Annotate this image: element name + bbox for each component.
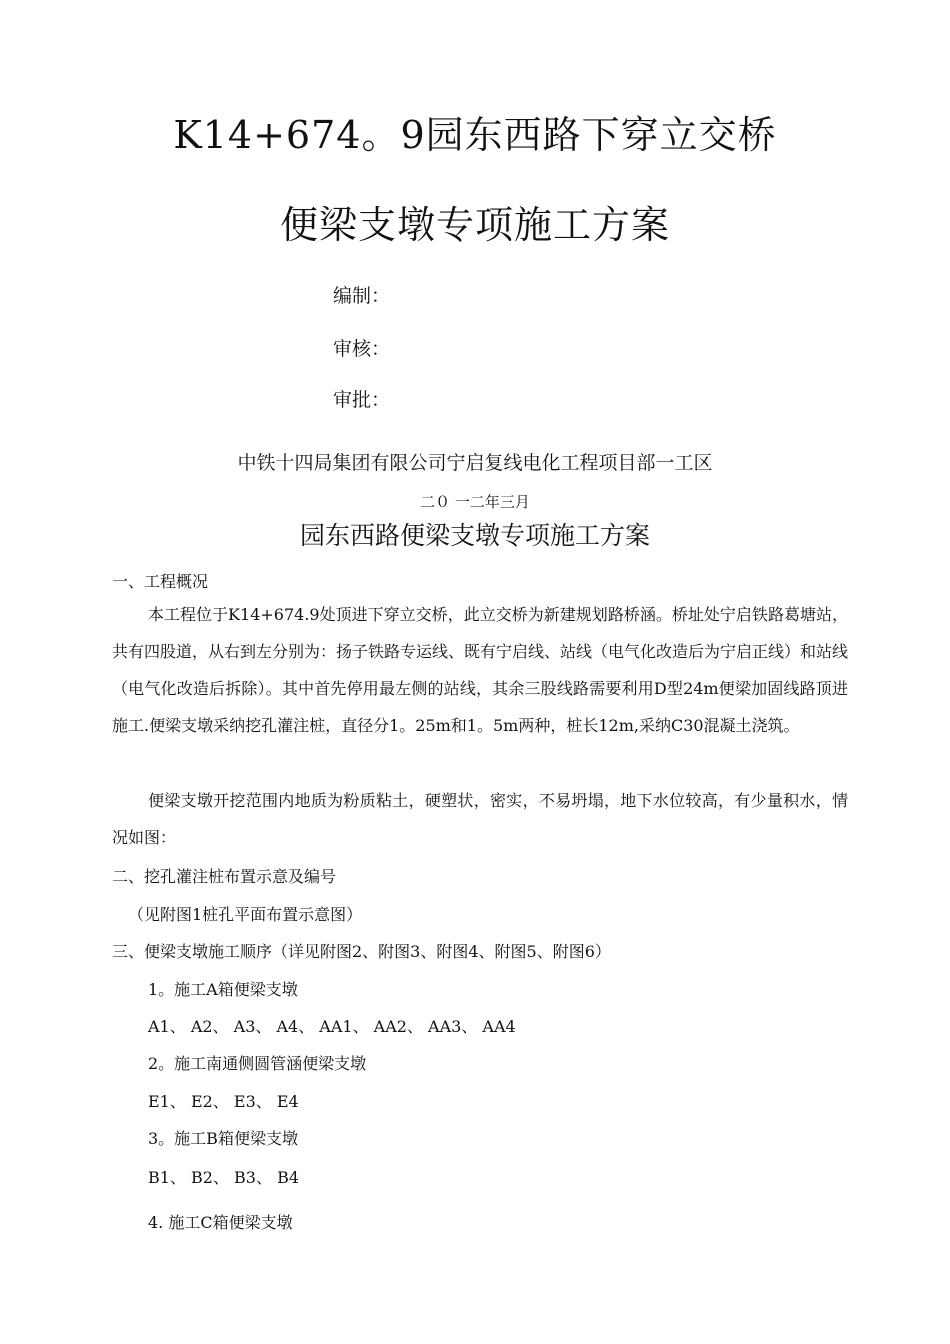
document-date: 二０ 一二年三月 bbox=[420, 493, 530, 511]
step3-title: 3。施工B箱便梁支墩 bbox=[148, 1129, 298, 1148]
organization-name: 中铁十四局集团有限公司宁启复线电化工程项目部一工区 bbox=[237, 452, 713, 474]
cover-title-line2: 便梁支墩专项施工方案 bbox=[279, 203, 670, 247]
step2-title: 2。施工南通侧圆管涵便梁支墩 bbox=[148, 1054, 367, 1073]
step1-list: A1、 A2、 A3、 A4、 AA1、 AA2、 AA3、 AA4 bbox=[148, 1017, 516, 1036]
section2-heading: 二、挖孔灌注桩布置示意及编号 bbox=[112, 867, 337, 886]
section2-note: （见附图1桩孔平面布置示意图） bbox=[128, 905, 363, 924]
compiled-by-label: 编制： bbox=[333, 285, 391, 307]
approved-by-label: 审批： bbox=[333, 389, 391, 411]
step4-title: 4. 施工C箱便梁支墩 bbox=[148, 1213, 293, 1232]
section1-paragraph1: 本工程位于K14+674.9处顶进下穿立交桥，此立交桥为新建规划路桥涵。桥址处宁启铁路葛塘站，共有四股道，从右到左分别为：扬子铁路专运线、既有宁启线、站线（电气化改造后为宁启正线）和站线（电气化改造后拆除）。其中首先停用最左侧的站线，其余三股线路需要利用D型24m便梁加固线路顶进施工.便梁支墩采纳挖孔灌注桩，直径分1。25m和1。5m两种，桩长12m,采纳C30混凝土浇筑。 bbox=[112, 605, 849, 735]
step1-title: 1。施工A箱便梁支墩 bbox=[148, 980, 298, 999]
reviewed-by-label: 审核： bbox=[333, 338, 391, 360]
step2-list: E1、 E2、 E3、 E4 bbox=[148, 1092, 299, 1111]
section1-paragraph2: 便梁支墩开挖范围内地质为粉质粘土，硬塑状，密实，不易坍塌，地下水位较高，有少量积水，情况如图： bbox=[112, 791, 848, 847]
section1-heading: 一、工程概况 bbox=[112, 572, 209, 591]
step3-list: B1、 B2、 B3、 B4 bbox=[148, 1168, 300, 1187]
section3-heading: 三、便梁支墩施工顺序（详见附图2、附图3、附图4、附图5、附图6） bbox=[112, 942, 611, 961]
body-title: 园东西路便梁支墩专项施工方案 bbox=[299, 521, 650, 550]
cover-title-line1: K14+674。9园东西路下穿立交桥 bbox=[173, 113, 777, 157]
